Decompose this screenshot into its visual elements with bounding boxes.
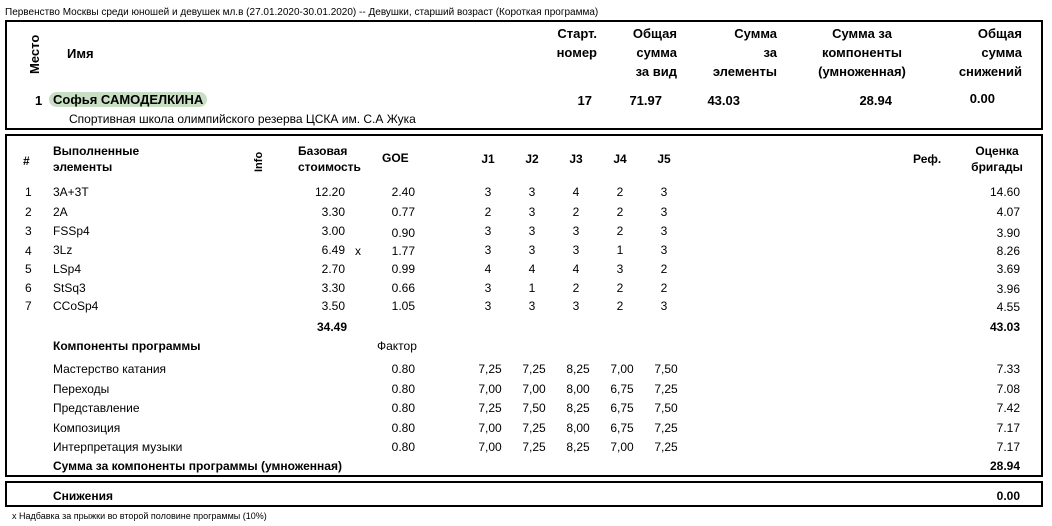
skater-deductions: 0.00 — [969, 91, 995, 106]
component-name: Интерпретация музыки — [53, 440, 183, 454]
element-score: 4.07 — [996, 205, 1020, 219]
rank-header: Место — [27, 34, 42, 74]
judge-mark: 3 — [528, 205, 536, 219]
element-base: 6.49 — [321, 243, 345, 257]
judge-mark: 7,25 — [654, 382, 678, 396]
element-name: CCoSp4 — [53, 299, 99, 313]
table-row — [7, 279, 1041, 297]
element-base: 3.30 — [321, 281, 345, 295]
judge-mark: 2 — [616, 205, 624, 219]
judge-mark: 3 — [660, 205, 668, 219]
referee-header: Реф. — [913, 152, 942, 166]
judge-mark: 3 — [484, 224, 492, 238]
page-title: Первенство Москвы среди юношей и девушек мл.в (27.01.2020-30.01.2020) -- Девушки, старший возраст (Короткая программа) — [5, 7, 599, 18]
component-name: Переходы — [53, 382, 110, 396]
component-factor: 0.80 — [391, 440, 415, 454]
list-item — [7, 418, 1041, 436]
table-row — [7, 297, 1041, 315]
skater-name: Софья САМОДЕЛКИНА — [49, 92, 207, 107]
element-number: 7 — [25, 299, 32, 313]
judge-mark: 4 — [572, 262, 580, 276]
judge-mark: 3 — [484, 243, 492, 257]
element-score: 14.60 — [989, 185, 1020, 199]
deductions-header: Общая сумма снижений — [958, 26, 1022, 79]
judge-mark: 7,25 — [522, 362, 546, 376]
component-factor: 0.80 — [391, 421, 415, 435]
component-factor: 0.80 — [391, 401, 415, 415]
skater-start-number: 17 — [577, 93, 592, 108]
judge-mark: 8,00 — [566, 382, 590, 396]
judge-mark: 3 — [572, 299, 580, 313]
component-factor: 0.80 — [391, 362, 415, 376]
component-score: 7.33 — [996, 362, 1020, 376]
element-score: 3.69 — [996, 262, 1020, 276]
judge-mark: 3 — [660, 185, 668, 199]
element-name: StSq3 — [53, 281, 86, 295]
judge-mark: 2 — [572, 281, 580, 295]
judge-mark: 3 — [572, 243, 580, 257]
table-row — [7, 183, 1041, 201]
judge-mark: 3 — [528, 224, 536, 238]
elements-header: Выполненные элементы — [53, 144, 140, 174]
judge-mark: 3 — [528, 185, 536, 199]
judge-mark: 2 — [572, 205, 580, 219]
judge-mark: 3 — [484, 299, 492, 313]
judge-mark: 7,25 — [522, 421, 546, 435]
list-item — [7, 437, 1041, 455]
element-score: 4.55 — [996, 300, 1020, 314]
judge-mark: 4 — [528, 262, 536, 276]
judge-mark: 7,00 — [478, 440, 502, 454]
element-number-header: # — [23, 154, 30, 168]
judge-header-j2: J2 — [525, 152, 539, 166]
judge-mark: 6,75 — [610, 401, 634, 415]
list-item — [7, 379, 1041, 397]
judge-mark: 7,50 — [654, 401, 678, 415]
deductions-label: Снижения — [53, 489, 113, 503]
element-score: 3.96 — [996, 282, 1020, 296]
deductions-value: 0.00 — [996, 489, 1020, 503]
components-title: Компоненты программы — [53, 339, 201, 353]
factor-header: Фактор — [377, 339, 417, 353]
element-score: 3.90 — [996, 226, 1020, 240]
element-name: 3A+3T — [53, 185, 89, 199]
judge-mark: 7,25 — [478, 401, 502, 415]
judge-mark: 1 — [528, 281, 536, 295]
elements-score-total: 43.03 — [989, 320, 1020, 334]
judge-header-j1: J1 — [481, 152, 495, 166]
table-row — [7, 222, 1041, 240]
skater-rank: 1 — [35, 93, 43, 108]
element-base: 12.20 — [314, 185, 345, 199]
skater-elements-score: 43.03 — [707, 93, 740, 108]
judge-mark: 3 — [660, 299, 668, 313]
judge-mark: 2 — [660, 262, 668, 276]
element-number: 2 — [25, 205, 32, 219]
judge-mark: 4 — [484, 262, 492, 276]
element-number: 6 — [25, 281, 32, 295]
component-name: Композиция — [53, 421, 121, 435]
judge-mark: 7,00 — [478, 382, 502, 396]
component-score: 7.17 — [996, 421, 1020, 435]
judge-mark: 7,25 — [654, 440, 678, 454]
judge-mark: 7,25 — [522, 440, 546, 454]
element-base: 3.00 — [321, 224, 345, 238]
element-base: 2.70 — [321, 262, 345, 276]
judge-mark: 3 — [528, 243, 536, 257]
details-box — [5, 134, 1043, 477]
skater-total-score: 71.97 — [629, 93, 662, 108]
element-goe: 1.05 — [391, 299, 415, 313]
skater-components-score: 28.94 — [859, 93, 892, 108]
judge-mark: 2 — [484, 205, 492, 219]
footnote: x Надбавка за прыжки во второй половине программы (10%) — [12, 511, 267, 521]
table-row — [7, 203, 1041, 221]
judge-mark: 2 — [616, 299, 624, 313]
element-base: 3.50 — [321, 299, 345, 313]
name-header: Имя — [67, 46, 94, 61]
judge-mark: 7,00 — [522, 382, 546, 396]
component-name: Мастерство катания — [53, 362, 167, 376]
panel-score-header: Оценка бригады — [971, 144, 1023, 174]
total-score-header: Общая сумма за вид — [632, 26, 677, 79]
element-goe: 0.77 — [391, 205, 415, 219]
judge-mark: 8,25 — [566, 362, 590, 376]
skater-summary-box — [5, 20, 1043, 130]
start-number-header: Старт. номер — [556, 26, 597, 60]
judge-mark: 1 — [616, 243, 624, 257]
element-goe: 0.66 — [391, 281, 415, 295]
judge-mark: 2 — [616, 281, 624, 295]
judge-mark: 3 — [660, 243, 668, 257]
judge-mark: 2 — [616, 185, 624, 199]
judge-mark: 8,00 — [566, 421, 590, 435]
judge-mark: 3 — [528, 299, 536, 313]
info-header: Info — [253, 151, 265, 172]
element-goe: 2.40 — [391, 185, 415, 199]
base-total: 34.49 — [316, 320, 347, 334]
judge-mark: 7,00 — [478, 421, 502, 435]
component-name: Представление — [53, 401, 140, 415]
elements-score-header: Сумма за элементы — [712, 26, 777, 79]
element-info: x — [355, 244, 361, 258]
judge-mark: 7,00 — [610, 362, 634, 376]
judge-mark: 7,25 — [478, 362, 502, 376]
element-name: FSSp4 — [53, 224, 90, 238]
component-score: 7.42 — [996, 401, 1020, 415]
judge-header-j4: J4 — [613, 152, 627, 166]
skater-club: Спортивная школа олимпийского резерва ЦСКА им. С.А Жука — [69, 112, 416, 126]
components-total-label: Сумма за компоненты программы (умноженная) — [53, 459, 342, 473]
judge-mark: 3 — [484, 185, 492, 199]
components-total-score: 28.94 — [989, 459, 1020, 473]
element-number: 1 — [25, 185, 32, 199]
element-goe: 0.99 — [391, 262, 415, 276]
judge-mark: 2 — [660, 281, 668, 295]
element-number: 4 — [25, 244, 32, 258]
list-item — [7, 398, 1041, 416]
element-goe: 1.77 — [391, 244, 415, 258]
deductions-box — [5, 481, 1043, 507]
judge-mark: 7,00 — [610, 440, 634, 454]
element-name: 3Lz — [53, 243, 73, 257]
judge-mark: 3 — [484, 281, 492, 295]
judge-header-j5: J5 — [657, 152, 671, 166]
list-item — [7, 359, 1041, 377]
components-score-header: Сумма за компоненты (умноженная) — [818, 26, 906, 79]
element-number: 5 — [25, 262, 32, 276]
judge-mark: 6,75 — [610, 382, 634, 396]
judge-mark: 4 — [572, 185, 580, 199]
judge-mark: 3 — [616, 262, 624, 276]
judge-mark: 3 — [572, 224, 580, 238]
element-goe: 0.90 — [391, 226, 415, 240]
element-number: 3 — [25, 224, 32, 238]
table-row — [7, 241, 1041, 259]
judge-mark: 7,50 — [522, 401, 546, 415]
judge-mark: 8,25 — [566, 440, 590, 454]
judge-mark: 7,25 — [654, 421, 678, 435]
element-name: 2A — [53, 205, 68, 219]
element-score: 8.26 — [996, 244, 1020, 258]
element-base: 3.30 — [321, 205, 345, 219]
judge-header-j3: J3 — [569, 152, 583, 166]
component-factor: 0.80 — [391, 382, 415, 396]
base-value-header: Базовая стоимость — [298, 144, 361, 174]
table-row — [7, 260, 1041, 278]
judge-mark: 6,75 — [610, 421, 634, 435]
component-score: 7.08 — [996, 382, 1020, 396]
goe-header: GOE — [382, 151, 409, 165]
judge-mark: 7,50 — [654, 362, 678, 376]
judge-mark: 2 — [616, 224, 624, 238]
component-score: 7.17 — [996, 440, 1020, 454]
judge-mark: 3 — [660, 224, 668, 238]
judge-mark: 8,25 — [566, 401, 590, 415]
element-name: LSp4 — [53, 262, 82, 276]
